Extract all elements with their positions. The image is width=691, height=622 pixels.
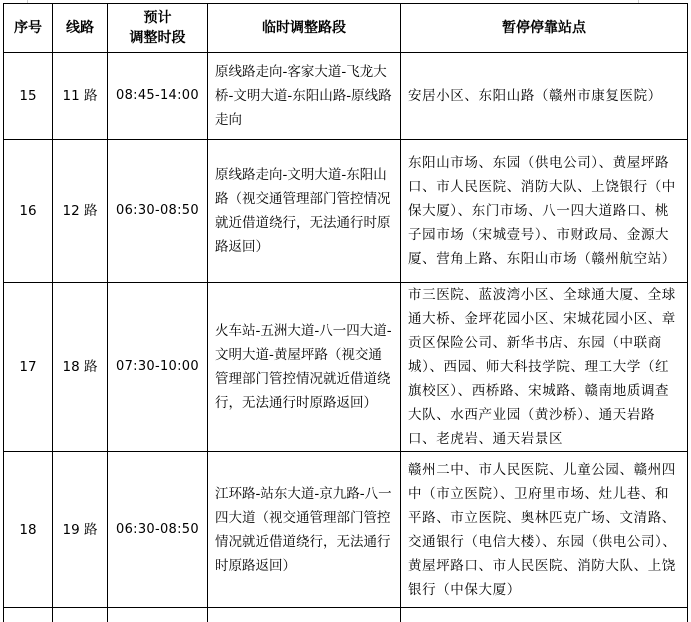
cell-route: 火车站-五洲大道-八一四大道-文明大道-黄屋坪路（视交通管理部门管控情况就近借道绕行，无法通行时原路返回） <box>208 283 401 452</box>
cell-line: 11 路 <box>53 53 108 140</box>
cell-line: 18 路 <box>53 283 108 452</box>
table-row <box>4 53 688 140</box>
cell-time: 08:45-14:00 <box>108 53 208 140</box>
cell-stops: 市三医院、蓝波湾小区、全球通大厦、全球通大桥、金坪花园小区、宋城花园小区、章贡区保险公司、新华书店、东园（中联商城）、西园、师大科技学院、理工大学（红旗校区）、西桥路、宋城路、赣南地质调查大队、水西产业园（黄沙桥）、通天岩路口、老虎岩、通天岩景区 <box>401 283 688 452</box>
cell-route: 江环路-站东大道-京九路-八一四大道（视交通管理部门管控情况就近借道绕行，无法通行时原路返回） <box>208 452 401 608</box>
header-time-line2: 调整时段 <box>108 28 207 48</box>
header-stops: 暂停停靠站点 <box>401 4 688 53</box>
bus-route-adjustment-table <box>3 3 688 622</box>
header-index: 序号 <box>4 4 53 53</box>
cell-line: 19 路 <box>53 452 108 608</box>
header-time-line1: 预计 <box>108 8 207 28</box>
cell-index: 15 <box>4 53 53 140</box>
cell-route: 原线路走向-文明大道-东阳山路（视交通管理部门管控情况就近借道绕行，无法通行时原路返回） <box>208 140 401 283</box>
table-header-row <box>4 4 688 53</box>
cell-time: 06:30-08:50 <box>108 140 208 283</box>
table-row <box>4 283 688 452</box>
cell-line: 12 路 <box>53 140 108 283</box>
cell-stops: 安居小区、东阳山路（赣州市康复医院） <box>401 53 688 140</box>
table-row <box>4 452 688 608</box>
table-row <box>4 140 688 283</box>
header-route: 临时调整路段 <box>208 4 401 53</box>
cell-index: 18 <box>4 452 53 608</box>
header-line: 线路 <box>53 4 108 53</box>
cell-stops: 东阳山市场、东园（供电公司）、黄屋坪路口、市人民医院、消防大队、上饶银行（中保大厦）、东门市场、八一四大道路口、桃子园市场（宋城壹号）、市财政局、金源大厦、营角上路、东阳山市场（赣州航空站） <box>401 140 688 283</box>
cell-index: 17 <box>4 283 53 452</box>
cell-time: 07:30-10:00 <box>108 283 208 452</box>
cell-route: 原线路走向-客家大道-飞龙大桥-文明大道-东阳山路-原线路走向 <box>208 53 401 140</box>
cell-time: 06:30-08:50 <box>108 452 208 608</box>
cell-index: 16 <box>4 140 53 283</box>
cell-stops: 赣州二中、市人民医院、儿童公园、赣州四中（市立医院）、卫府里市场、灶儿巷、和平路、市立医院、奥林匹克广场、文清路、交通银行（电信大楼）、东园（供电公司）、黄屋坪路口、市人民医院、消防大队、上饶银行（中保大厦） <box>401 452 688 608</box>
header-time <box>108 4 208 53</box>
